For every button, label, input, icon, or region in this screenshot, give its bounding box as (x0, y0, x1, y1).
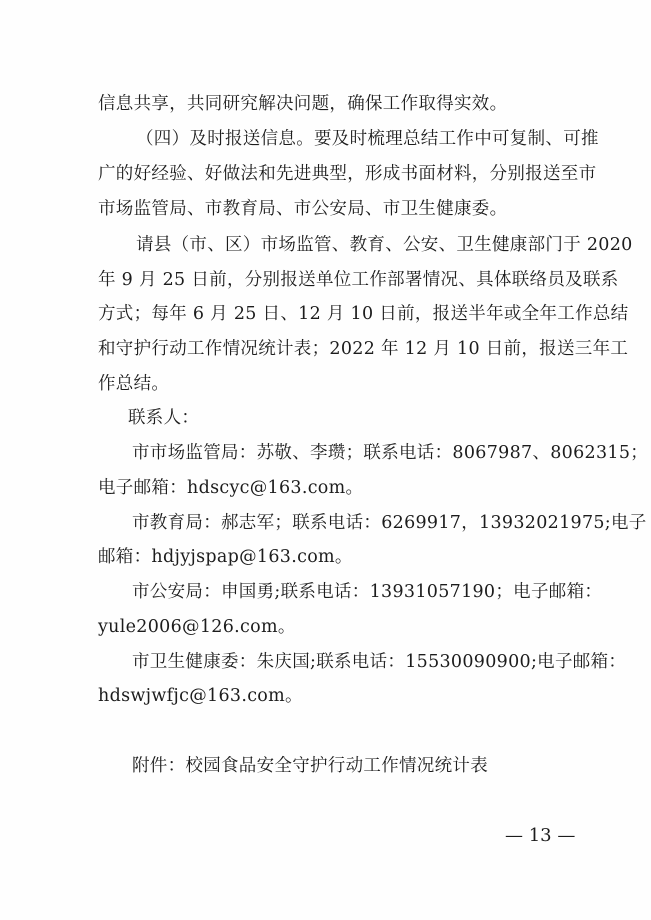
text-line: 广的好经验、好做法和先进典型，形成书面材料，分别报送至市 (98, 164, 597, 184)
text-line: 和守护行动工作情况统计表；2022 年 12 月 10 日前，报送三年工 (98, 339, 629, 359)
text-line: yule2006@126.com。 (98, 617, 296, 637)
text-line: 市教育局：郝志军；联系电话：6269917，13932021975;电子 (132, 513, 647, 533)
text-line: 年 9 月 25 日前，分别报送单位工作部署情况、具体联络员及联系 (98, 270, 619, 290)
text-line: 信息共享，共同研究解决问题，确保工作取得实效。 (98, 94, 508, 114)
text-line: 请县（市、区）市场监管、教育、公安、卫生健康部门于 2020 (136, 235, 633, 255)
text-line: 市场监管局、市教育局、市公安局、市卫生健康委。 (98, 199, 508, 219)
text-line: 方式；每年 6 月 25 日、12 月 10 日前，报送半年或全年工作总结 (98, 304, 629, 324)
text-line: （四）及时报送信息。要及时梳理总结工作中可复制、可推 (136, 129, 599, 149)
page-number: — 13 — (505, 825, 576, 846)
text-line: 电子邮箱：hdscyc@163.com。 (98, 478, 364, 498)
text-line: 作总结。 (98, 374, 170, 394)
text-line: 联系人： (128, 408, 200, 428)
text-line: 市公安局：申国勇;联系电话：13931057190；电子邮箱： (132, 582, 603, 602)
text-line: 市卫生健康委：朱庆国;联系电话：15530090900;电子邮箱： (132, 652, 627, 672)
attachment-line: 附件：校园食品安全守护行动工作情况统计表 (132, 756, 488, 776)
text-line: 市市场监管局：苏敬、李瓒；联系电话：8067987、8062315； (132, 443, 649, 463)
text-line: 邮箱：hdjyjspap@163.com。 (98, 547, 353, 567)
text-line: hdswjwfjc@163.com。 (98, 686, 303, 706)
